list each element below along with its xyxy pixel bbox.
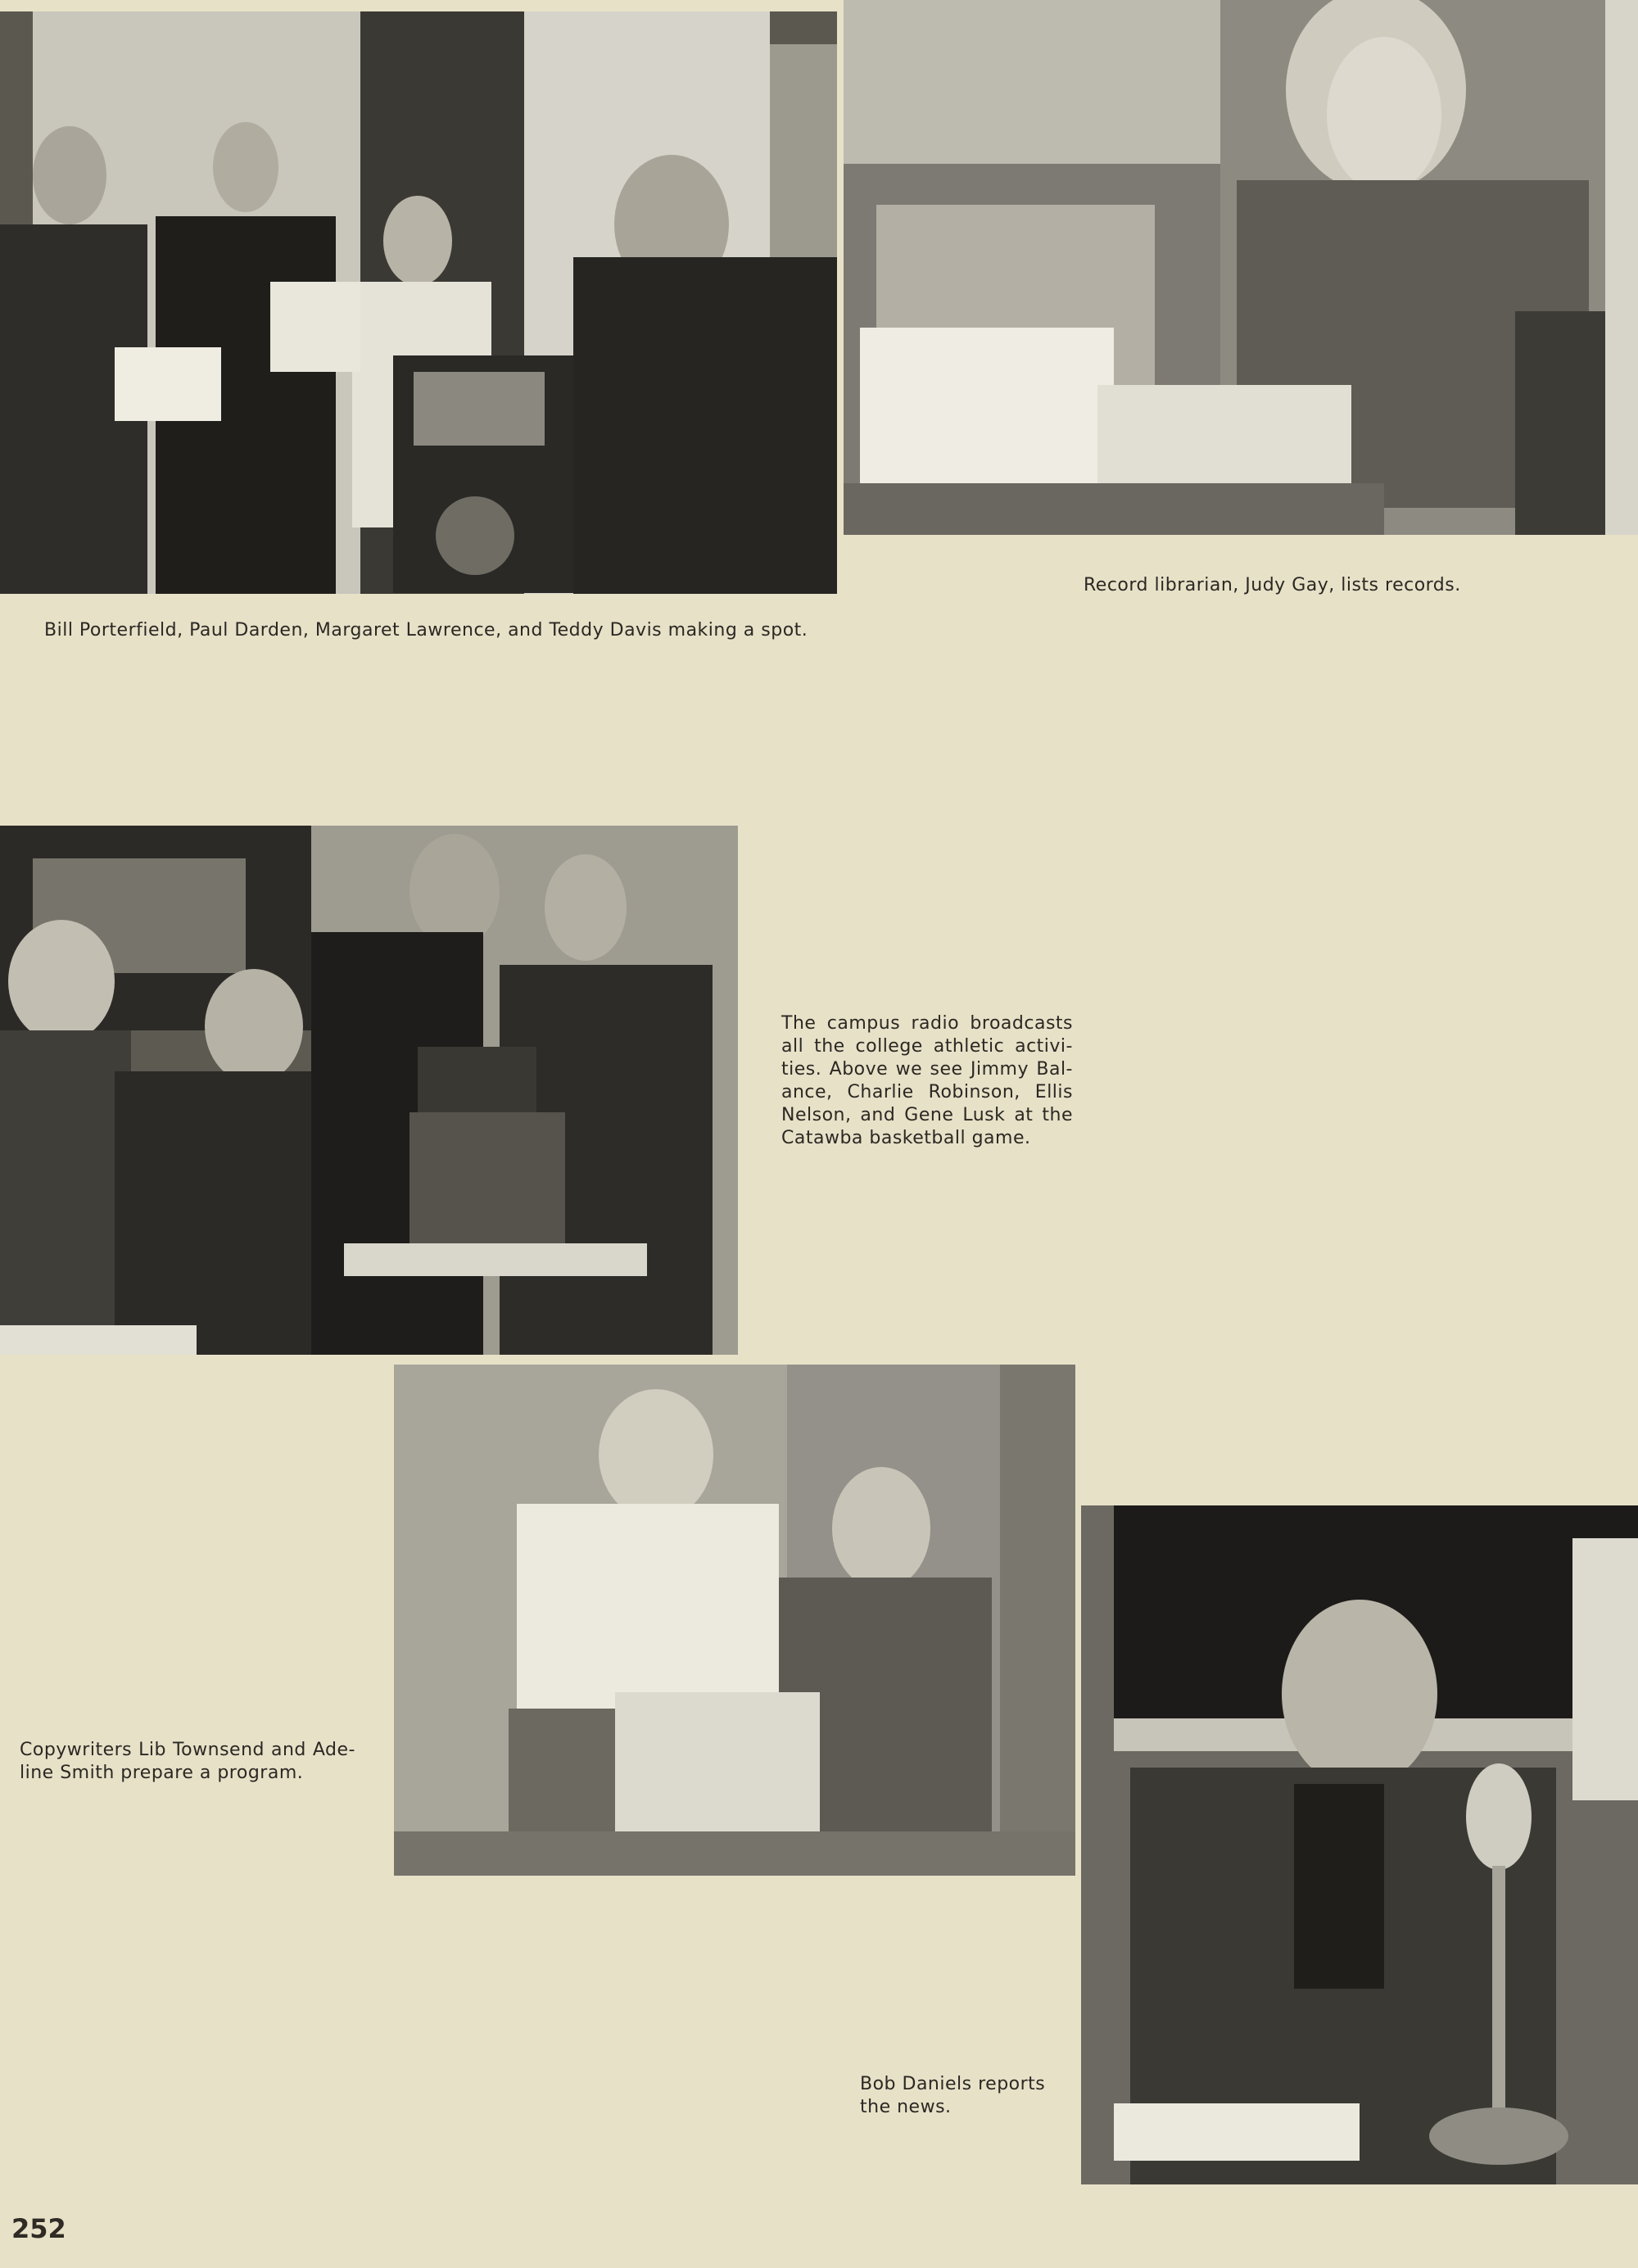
caption-radio-spot: Bill Porterfield, Paul Darden, Margaret Lawrence, and Teddy Davis making a spot. <box>44 620 808 641</box>
photo-basketball-broadcast <box>0 826 738 1355</box>
caption-basketball-broadcast: The campus radio broadcasts all the college athletic activi- ties. Above we see Jimmy Bal- ance, Charlie Robinson, Ellis Nelson, and Gene Lusk at the Catawba basketball game. <box>781 1013 1073 1148</box>
photo-radio-spot <box>0 11 837 594</box>
photo-record-librarian <box>844 0 1638 535</box>
photo-news-reporter <box>1081 1505 1638 2184</box>
caption-copywriters: Copywriters Lib Townsend and Ade- line Smith prepare a program. <box>20 1740 355 1783</box>
caption-news-reporter: Bob Daniels reports the news. <box>860 2074 1046 2117</box>
page-number: 252 <box>11 2213 66 2244</box>
photo-copywriters <box>394 1365 1075 1876</box>
caption-record-librarian: Record librarian, Judy Gay, lists records. <box>1084 575 1461 595</box>
